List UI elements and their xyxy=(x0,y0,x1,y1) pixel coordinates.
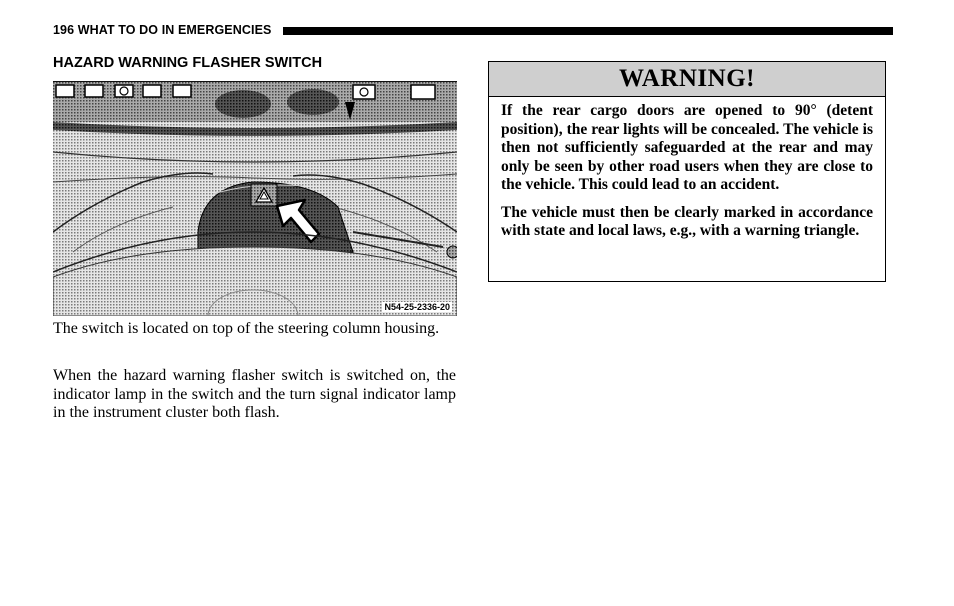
page-header-text: 196 WHAT TO DO IN EMERGENCIES xyxy=(53,23,272,37)
warning-box xyxy=(488,61,886,282)
section-title: HAZARD WARNING FLASHER SWITCH xyxy=(53,55,323,71)
figure-code: N54-25-2336-20 xyxy=(384,302,450,312)
body-paragraph-2: When the hazard warning flasher switch is switched on, the indicator lamp in the switch and the turn signal indicator lamp in the instrument cluster both flash. xyxy=(53,367,456,421)
warning-paragraph-1: If the rear cargo doors are opened to 90° (detent position), the rear lights will be concealed. The vehicle is then not sufficiently safeguarded at the rear and may only be seen by other road users when they are close to the vehicle. This could lead to an accident. xyxy=(501,102,873,193)
warning-paragraph-2: The vehicle must then be clearly marked in accordance with state and local laws, e.g., with a warning triangle. xyxy=(501,203,873,239)
warning-body xyxy=(489,97,885,241)
header-rule xyxy=(283,27,893,35)
warning-title: WARNING! xyxy=(489,62,885,97)
page-header xyxy=(53,21,893,39)
hazard-switch-illustration xyxy=(53,81,457,316)
dashboard-drawing xyxy=(53,82,457,316)
body-paragraph-1: The switch is located on top of the steering column housing. xyxy=(53,320,440,337)
